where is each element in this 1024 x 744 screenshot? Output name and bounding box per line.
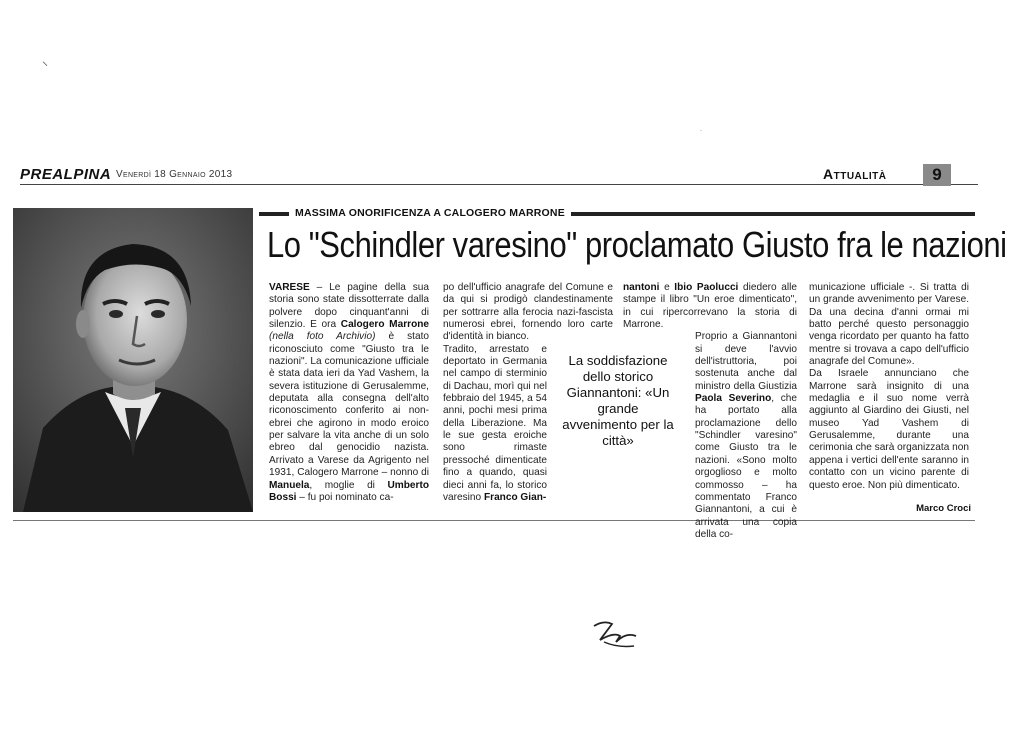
body-text: diedero alle stampe il libro "Un eroe dimenticato", in cui ripercorrevano la storia di Marrone.	[623, 282, 797, 331]
portrait-image	[13, 208, 253, 512]
scan-speck: ·	[700, 128, 702, 134]
scan-speck: ⸜	[42, 54, 49, 68]
handwritten-mark-icon	[590, 612, 640, 652]
body-text: – Le pagine della sua storia sono state dissotterrate dalla polvere dopo cinquant'anni di silenzio. E ora	[269, 282, 429, 331]
pull-quote: La soddisfazione dello storico Giannantoni: «Un grande avvenimento per la città»	[562, 353, 674, 448]
newspaper-name: PREALPINA	[20, 166, 112, 183]
body-text: , moglie di	[309, 479, 388, 491]
article-column-3	[623, 282, 797, 541]
body-text: , che ha portato alla proclamazione dello "Schindler varesino" come Giusto tra le nazioni. «Sono molto orgoglioso e molto commosso – ha commentato Franco Giannantoni, a cui è arrivata una copia della co-	[695, 393, 798, 540]
section-label: Attualità	[823, 166, 887, 182]
person-name: Paola Severino	[695, 393, 772, 405]
body-text: Tradito, arrestato e deportato in Germania nel campo di sterminio di Dachau, morì qui nel febbraio del 1945, a 54 anni, pochi mesi prima della Liberazione. Ma le sue gesta eroiche sono rimaste pressoché dimenticate fino a quando, quasi dieci anni fa, lo storico varesino	[443, 343, 547, 503]
byline: Marco Croci	[916, 503, 971, 514]
issue-date: Venerdì 18 Gennaio 2013	[116, 169, 233, 180]
article-column-4	[809, 282, 969, 492]
article-column-1	[269, 282, 429, 504]
kicker: MASSIMA ONORIFICENZA A CALOGERO MARRONE	[289, 207, 571, 219]
dateline: VARESE	[269, 282, 310, 293]
portrait-photo	[13, 208, 253, 512]
photo-caption-ref: (nella foto Archivio)	[269, 331, 376, 343]
body-text: Proprio a Giannantoni si deve l'avvio dell'istruttoria, poi sostenuta anche dal ministro della Giustizia	[695, 331, 797, 392]
body-text: è stato riconosciuto come "Giusto tra le nazioni". La comunicazione ufficiale è stata data ieri da Yad Vashem, la severa istituzione di Gerusalemme, deputata alla consegna dell'alto riconoscimento conferito ai non-ebrei che agirono in modo eroico per salvare la vita anche di un solo ebreo dal genocidio nazista. Arrivato a Varese da Agrigento nel 1931, Calogero Marrone – nonno di	[269, 331, 429, 479]
person-name: Umberto Bossi	[269, 479, 429, 503]
person-name: Franco Gian-	[483, 491, 547, 503]
person-name: Manuela	[269, 479, 310, 491]
person-name: Calogero Marrone	[340, 319, 430, 331]
body-text: po dell'ufficio anagrafe del Comune e da qui si prodigò clandestinamente per sottrarre alla ferocia nazi-fascista numerosi ebrei, fornendo loro carte d'identità in bianco.	[443, 282, 613, 343]
body-text: municazione ufficiale -. Si tratta di un grande avvenimento per Varese. Da una decina d'anni ormai mi batto perché questo personaggio venga ricordato per quanto ha fatto mentre si trovava a capo dell'ufficio anagrafe del Comune».	[809, 282, 969, 368]
body-text: Da Israele annunciano che Marrone sarà insignito di una medaglia e il suo nome verrà aggiunto al Giardino dei Giusti, nel museo Yad Vashem di Gerusalemme, durante una cerimonia che sarà organizzata non appena i vertici dell'ente saranno in contatto con un vicino parente di questo eroe. Non più dimenticato.	[809, 368, 969, 491]
person-name: Ibio Paolucci	[674, 282, 739, 293]
person-name: nantoni	[623, 282, 660, 293]
page-number-badge: 9	[923, 164, 951, 186]
masthead	[20, 166, 980, 186]
headline: Lo "Schindler varesino" proclamato Giusto fra le nazioni	[267, 224, 1007, 265]
body-text: – fu poi nominato ca-	[296, 491, 394, 503]
masthead-rule	[20, 184, 978, 185]
body-text: e	[659, 282, 675, 293]
article-clipping	[13, 207, 1007, 540]
